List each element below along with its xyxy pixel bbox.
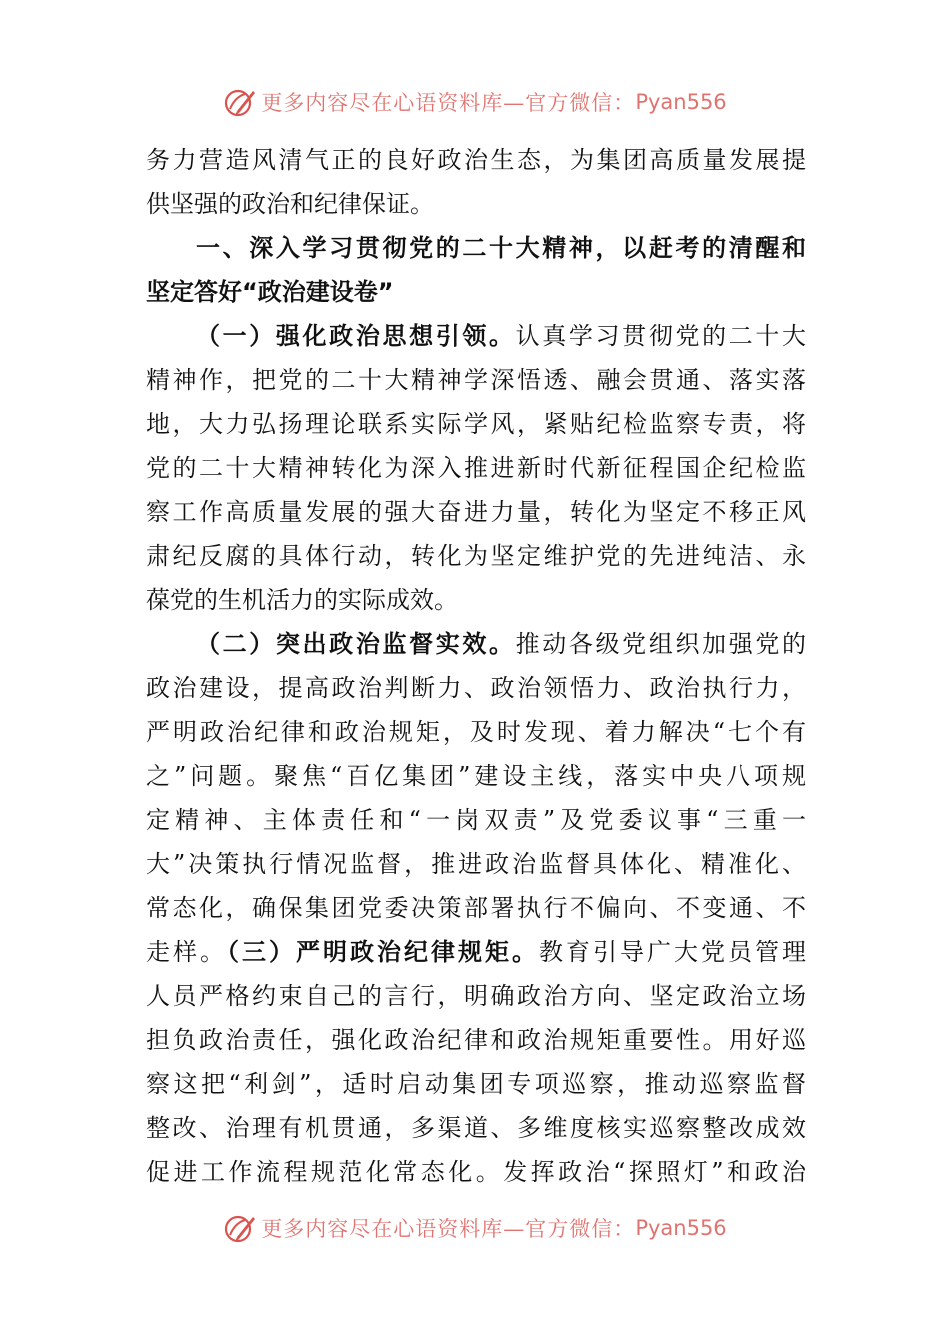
text-line: 党的二十大精神转化为深入推进新时代新征程国企纪检监 — [146, 454, 806, 482]
subsection-line: （一）强化政治思想引领。认真学习贯彻党的二十大 — [196, 322, 806, 350]
text-line: 严明政治纪律和政治规矩，及时发现、着力解决“七个有 — [146, 718, 806, 746]
text-line: 精神作，把党的二十大精神学深悟透、融会贯通、落实落 — [146, 366, 806, 394]
watermark-footer — [0, 1208, 950, 1248]
text-line: 务力营造风清气正的良好政治生态，为集团高质量发展提 — [146, 146, 806, 174]
subsection-line: （二）突出政治监督实效。推动各级党组织加强党的 — [196, 630, 806, 658]
text-line: 葆党的生机活力的实际成效。 — [146, 586, 458, 614]
watermark-wechat-id: Pyan556 — [635, 1216, 727, 1240]
text-line: 担负政治责任，强化政治纪律和政治规矩重要性。用好巡 — [146, 1026, 806, 1054]
text-line: 大”决策执行情况监督，推进政治监督具体化、精准化、 — [146, 850, 806, 878]
text-line: 整改、治理有机贯通，多渠道、多维度核实巡察整改成效 — [146, 1114, 806, 1142]
section-heading: 一、深入学习贯彻党的二十大精神，以赶考的清醒和 — [196, 234, 806, 262]
text-line: 常态化，确保集团党委决策部署执行不偏向、不变通、不 — [146, 894, 806, 922]
pen-logo-icon — [223, 1211, 257, 1245]
text-line: 定精神、主体责任和“一岗双责”及党委议事“三重一 — [146, 806, 806, 834]
text-line: 肃纪反腐的具体行动，转化为坚定维护党的先进纯洁、永 — [146, 542, 806, 570]
text-line: 促进工作流程规范化常态化。发挥政治“探照灯”和政治 — [146, 1158, 806, 1186]
watermark-text: 更多内容尽在心语资料库—官方微信： — [261, 91, 636, 115]
document-body — [146, 138, 806, 1194]
text-line: 地，大力弘扬理论联系实际学风，紧贴纪检监察专责，将 — [146, 410, 806, 438]
text-line: 察工作高质量发展的强大奋进力量，转化为坚定不移正风 — [146, 498, 806, 526]
text-line: 人员严格约束自己的言行，明确政治方向、坚定政治立场 — [146, 982, 806, 1010]
text-line: 之”问题。聚焦“百亿集团”建设主线，落实中央八项规 — [146, 762, 806, 790]
subsection-line: 走样。（三）严明政治纪律规矩。教育引导广大党员管理 — [146, 938, 806, 966]
text-line: 政治建设，提高政治判断力、政治领悟力、政治执行力， — [146, 674, 806, 702]
text-line: 供坚强的政治和纪律保证。 — [146, 190, 434, 218]
watermark-text: 更多内容尽在心语资料库—官方微信： — [261, 1217, 636, 1241]
text-line: 察这把“利剑”，适时启动集团专项巡察，推动巡察监督 — [146, 1070, 806, 1098]
watermark-wechat-id: Pyan556 — [635, 90, 727, 114]
pen-logo-icon — [223, 85, 257, 119]
section-heading: 坚定答好“政治建设卷” — [146, 278, 394, 306]
subsection-title: （一）强化政治思想引领。 — [196, 322, 516, 350]
subsection-title: （二）突出政治监督实效。 — [196, 630, 516, 658]
watermark-header — [0, 82, 950, 122]
subsection-title: （三）严明政治纪律规矩。 — [227, 938, 539, 966]
